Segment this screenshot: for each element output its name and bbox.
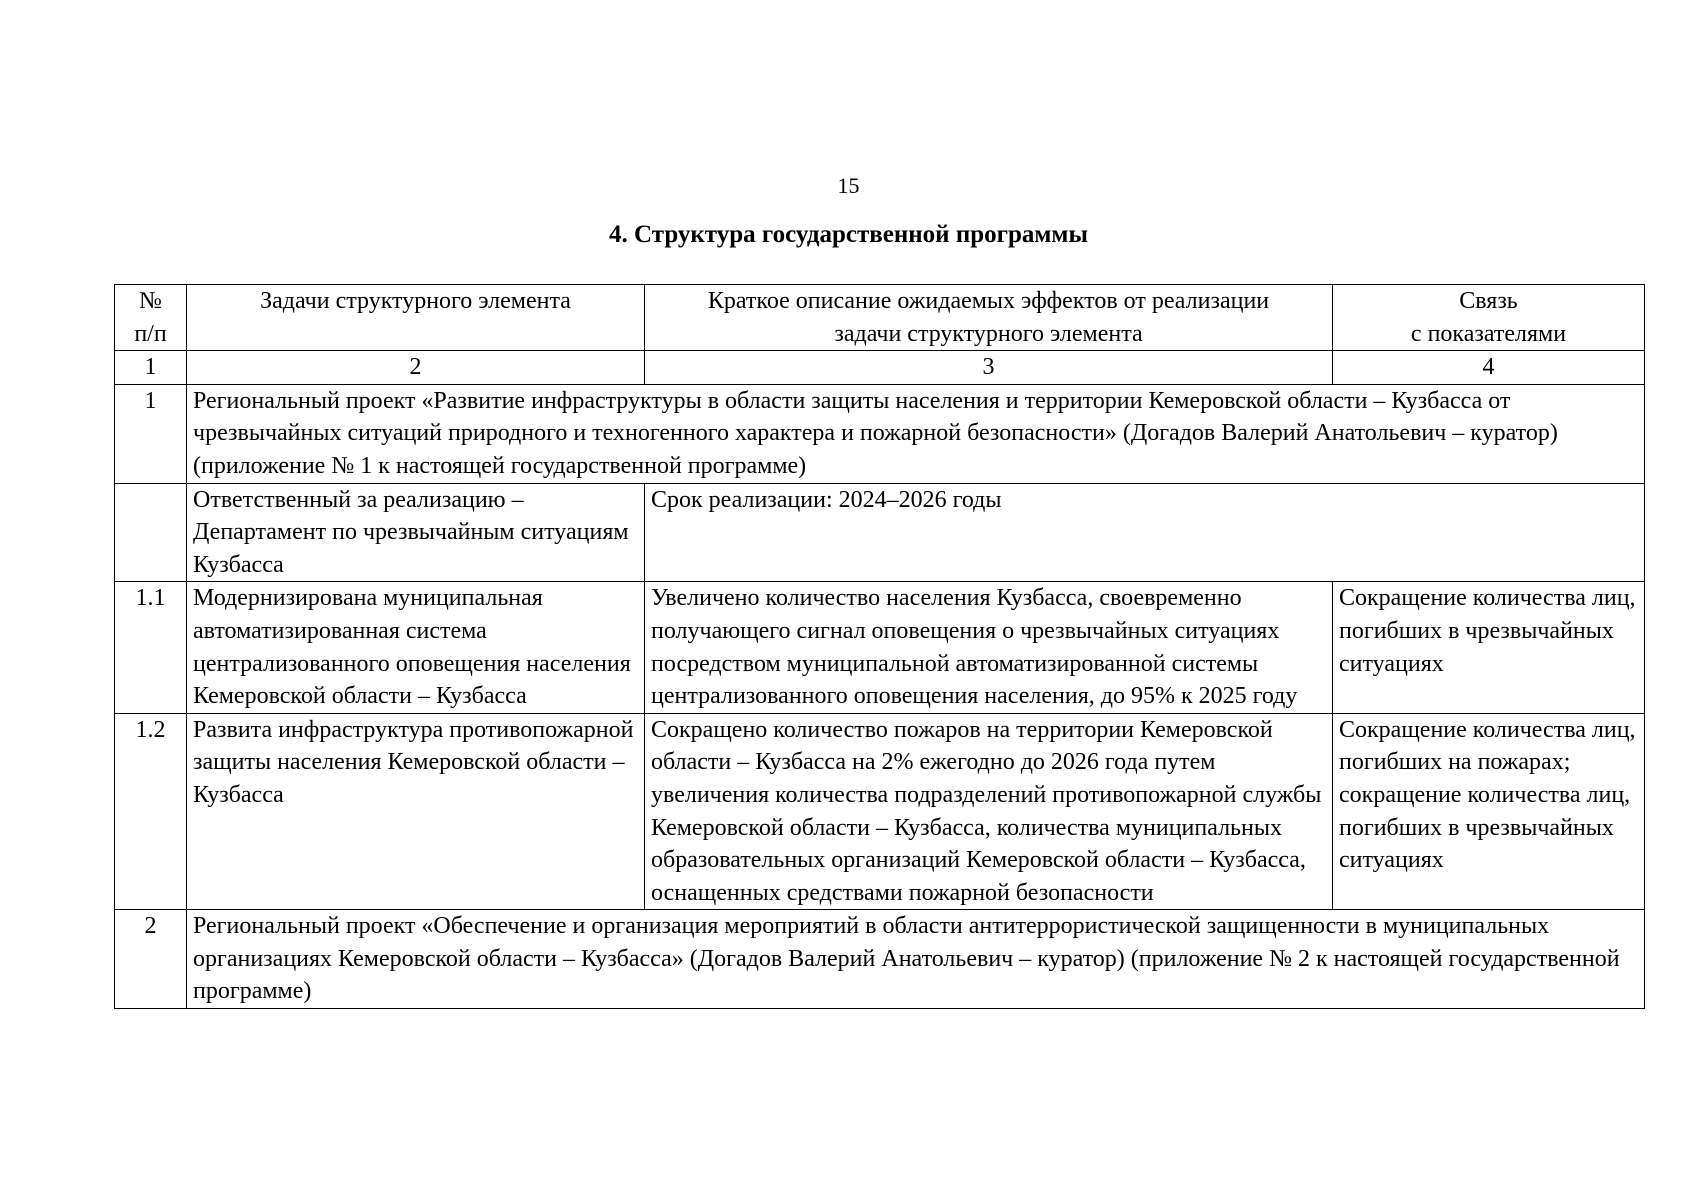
table-row	[115, 713, 1645, 910]
section-row	[115, 384, 1645, 483]
section-title: Региональный проект «Развитие инфраструктуры в области защиты населения и территории Кемеровской области – Кузбасса от чрезвычайных ситуаций природного и техногенного характера и пожарной безопасности» (Догадов Валерий Анатольевич – куратор) (приложение № 1 к настоящей государственной программе)	[187, 384, 1645, 483]
row-number: 1.1	[115, 582, 187, 713]
header-number-line1: №	[139, 288, 162, 314]
empty-cell	[115, 483, 187, 582]
row-effect: Увеличено количество населения Кузбасса, своевременно получающего сигнал оповещения о чрезвычайных ситуациях посредством муниципальной автоматизированной системы централизованного оповещения населения, до 95% к 2025 году	[645, 582, 1333, 713]
row-number: 1.2	[115, 713, 187, 910]
section-number: 1	[115, 384, 187, 483]
row-indicators: Сокращение количества лиц, погибших на пожарах; сокращение количества лиц, погибших в чрезвычайных ситуациях	[1333, 713, 1645, 910]
header-effects-line1: Краткое описание ожидаемых эффектов от реализации	[707, 288, 1270, 314]
header-indicators	[1333, 285, 1645, 351]
row-effect: Сокращено количество пожаров на территории Кемеровской области – Кузбасса на 2% ежегодно до 2026 года путем увеличения количества подразделений противопожарной службы Кемеровской области – Кузбасса, количества муниципальных образовательных организаций Кемеровской области – Кузбасса, оснащенных средствами пожарной безопасности	[645, 713, 1333, 910]
column-number: 2	[187, 351, 645, 385]
header-effects	[645, 285, 1333, 351]
table-header-row	[115, 285, 1645, 351]
header-number	[115, 285, 187, 351]
section-row	[115, 910, 1645, 1009]
header-indicators-line1: Связь	[1459, 288, 1518, 314]
section-info-row	[115, 483, 1645, 582]
section-number: 2	[115, 910, 187, 1009]
program-structure-table	[114, 284, 1645, 1009]
row-task: Модернизирована муниципальная автоматизированная система централизованного оповещения населения Кемеровской области – Кузбасса	[187, 582, 645, 713]
column-numbers-row	[115, 351, 1645, 385]
term-cell: Срок реализации: 2024–2026 годы	[645, 483, 1645, 582]
header-effects-line2: задачи структурного элемента	[834, 320, 1143, 347]
page-title: 4. Структура государственной программы	[609, 221, 1088, 248]
section-title: Региональный проект «Обеспечение и организация мероприятий в области антитеррористической защищенности в муниципальных организациях Кемеровской области – Кузбасса» (Догадов Валерий Анатольевич – куратор) (приложение № 2 к настоящей государственной программе)	[187, 910, 1645, 1009]
header-tasks: Задачи структурного элемента	[187, 285, 645, 351]
responsible-cell: Ответственный за реализацию – Департамент по чрезвычайным ситуациям Кузбасса	[187, 483, 645, 582]
table-row	[115, 582, 1645, 713]
row-indicators: Сокращение количества лиц, погибших в чрезвычайных ситуациях	[1333, 582, 1645, 713]
row-task: Развита инфраструктура противопожарной защиты населения Кемеровской области – Кузбасса	[187, 713, 645, 910]
column-number: 1	[115, 351, 187, 385]
column-number: 4	[1333, 351, 1645, 385]
column-number: 3	[645, 351, 1333, 385]
page-number: 15	[837, 173, 860, 198]
header-number-line2: п/п	[134, 320, 167, 347]
header-indicators-line2: с показателями	[1410, 320, 1567, 347]
